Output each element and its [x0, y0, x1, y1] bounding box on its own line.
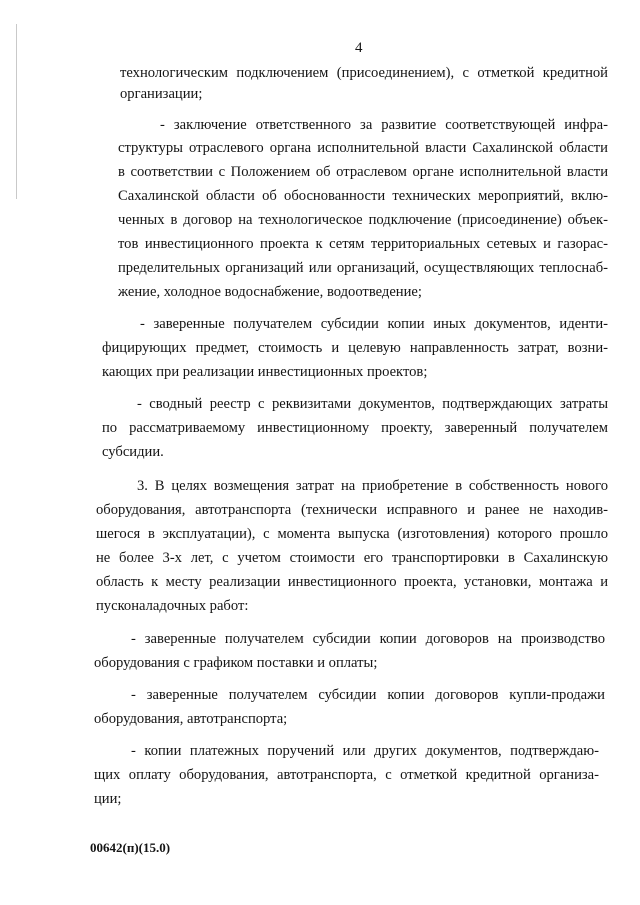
text-line: ции;	[94, 791, 122, 807]
text-line: субсидии.	[102, 444, 164, 460]
text-line: оборудования с графиком поставки и оплаты;	[94, 655, 378, 671]
text-line: - сводный реестр с реквизитами документов, подтверждающих затраты	[137, 396, 608, 412]
text-line: организации;	[120, 86, 203, 102]
text-line: область к месту реализации инвестиционного проекта, установки, монтажа и	[96, 574, 608, 590]
text-line: фицирующих предмет, стоимость и целевую направленность затрат, возни-	[102, 340, 608, 356]
text-line: тов инвестиционного проекта к сетям территориальных сетевых и газорас-	[118, 236, 608, 252]
text-line: - заверенные получателем субсидии копии договоров купли-продажи	[131, 687, 605, 703]
scan-edge-line	[16, 24, 17, 199]
document-code: 00642(п)(15.0)	[90, 840, 171, 855]
text-line: - заверенные получателем субсидии копии договоров на производство	[131, 631, 605, 647]
text-line: - заключение ответственного за развитие соответствующей инфра-	[160, 117, 608, 133]
text-line: оборудования, автотранспорта (технически исправного и ранее не находив-	[96, 502, 608, 518]
text-line: в соответствии с Положением об отраслевом органе исполнительной власти	[118, 164, 608, 180]
text-line: 3. В целях возмещения затрат на приобретение в собственность нового	[137, 478, 608, 494]
text-line: ченных в договор на технологическое подключение (присоединение) объек-	[118, 212, 608, 228]
text-line: - заверенные получателем субсидии копии иных документов, иденти-	[140, 316, 608, 332]
text-line: по рассматриваемому инвестиционному проекту, заверенный получателем	[102, 420, 608, 436]
text-line: - копии платежных поручений или других документов, подтверждаю-	[131, 743, 599, 759]
text-line: пусконаладочных работ:	[96, 598, 249, 614]
text-line: щих оплату оборудования, автотранспорта, с отметкой кредитной организа-	[94, 767, 599, 783]
page-number: 4	[355, 40, 363, 56]
text-line: технологическим подключением (присоединением), с отметкой кредитной	[120, 65, 608, 81]
text-line: жение, холодное водоснабжение, водоотведение;	[118, 284, 422, 300]
text-line: шегося в эксплуатации), с момента выпуска (изготовления) которого прошло	[96, 526, 608, 542]
text-line: структуры отраслевого органа исполнительной власти Сахалинской области	[118, 140, 608, 156]
text-line: не более 3-х лет, с учетом стоимости его транспортировки в Сахалинскую	[96, 550, 608, 566]
text-line: пределительных организаций или организаций, осуществляющих теплоснаб-	[118, 260, 608, 276]
text-line: кающих при реализации инвестиционных проектов;	[102, 364, 428, 380]
text-line: оборудования, автотранспорта;	[94, 711, 288, 727]
text-line: Сахалинской области об обоснованности технических мероприятий, вклю-	[118, 188, 608, 204]
